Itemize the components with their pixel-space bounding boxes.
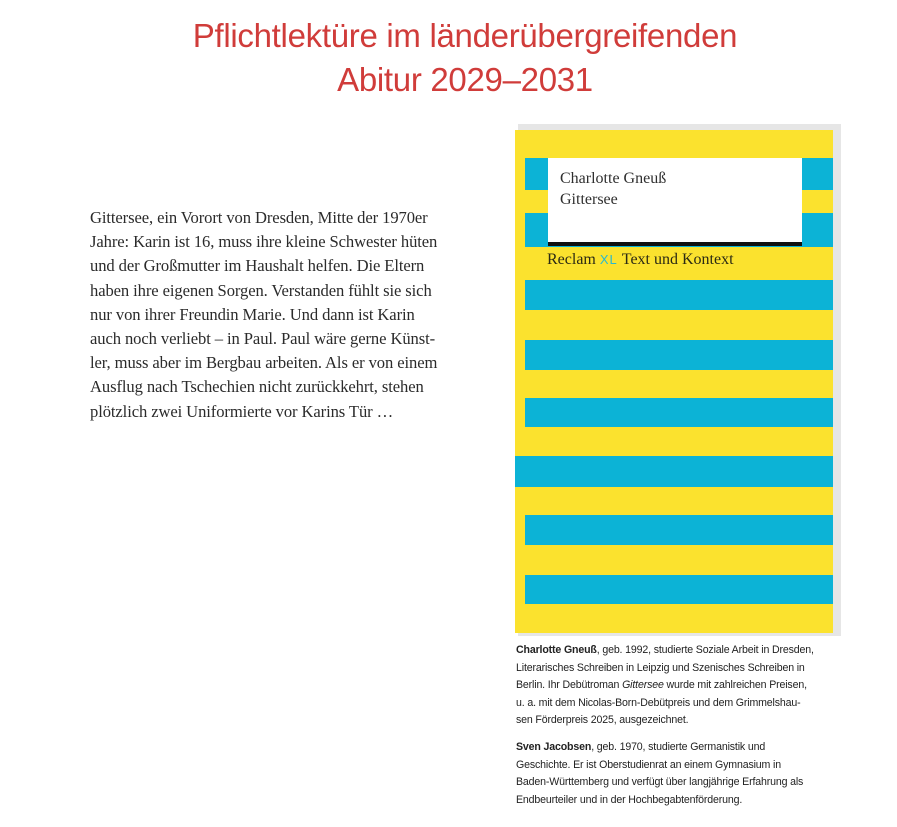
book-blurb	[90, 206, 480, 424]
bio-text: Literarisches Schreiben in Leipzig und Szenisches Schreiben in	[516, 661, 805, 674]
cover-stripe	[525, 398, 833, 427]
blurb-line: plötzlich zwei Uniformierte vor Karins Tür …	[90, 401, 394, 421]
bio-text: Berlin. Ihr Debütroman	[516, 679, 623, 692]
author-bio	[516, 642, 856, 730]
series-badge: XL	[599, 252, 618, 267]
blurb-line: Jahre: Karin ist 16, muss ihre kleine Schwester hüten	[90, 232, 438, 252]
title-line-1: Pflichtlektüre im länderübergreifenden	[192, 17, 738, 54]
cover-publisher: Reclam	[547, 251, 596, 268]
author-name: Charlotte Gneuß	[516, 644, 597, 656]
bio-text: , geb. 1970, studierte Germanistik und	[591, 741, 766, 753]
blurb-line: ler, muss aber im Bergbau arbeiten. Als er von einem	[90, 353, 438, 373]
editor-name: Sven Jacobsen	[516, 741, 592, 753]
blurb-line: nur von ihrer Freundin Marie. Und dann ist Karin	[90, 304, 415, 324]
cover-author: Charlotte Gneuß	[560, 170, 667, 187]
bio-text: sen Förderpreis 2025, ausgezeichnet.	[516, 714, 689, 727]
blurb-line: Ausflug nach Tschechien nicht zurückkehrt, stehen	[90, 377, 424, 397]
cover-stripe	[525, 575, 833, 604]
cover-stripe	[525, 340, 833, 370]
title-line-2: Abitur 2029–2031	[337, 61, 593, 98]
blurb-line: Gittersee, ein Vorort von Dresden, Mitte der 1970er	[90, 208, 428, 227]
cover-title: Gittersee	[560, 191, 618, 208]
blurb-line: auch noch verliebt – in Paul. Paul wäre gerne Künst-	[90, 329, 436, 349]
bio-text: , geb. 1992, studierte Soziale Arbeit in Dresden,	[596, 644, 814, 656]
blurb-line: und der Großmutter im Haushalt helfen. Die Eltern	[90, 256, 425, 276]
cover-stripe	[525, 280, 833, 310]
book-cover-image	[515, 130, 833, 633]
cover-series-line	[547, 251, 734, 269]
bio-text: wurde mit zahlreichen Preisen,	[663, 679, 807, 692]
page-title	[0, 14, 897, 102]
bio-text: Geschichte. Er ist Oberstudienrat an einem Gymnasium in	[516, 758, 781, 771]
cover-stripe	[525, 515, 833, 545]
series-name: Text und Kontext	[621, 251, 734, 268]
bio-text: Baden-Württemberg und verfügt über langjährige Erfahrung als	[516, 776, 804, 789]
blurb-line: haben ihre eigenen Sorgen. Verstanden fühlt sie sich	[90, 280, 432, 300]
bio-text: Endbeurteiler und in der Hochbegabtenförderung.	[516, 793, 743, 806]
bio-text: u. a. mit dem Nicolas-Born-Debütpreis und dem Grimmelshau-	[516, 696, 801, 709]
novel-title: Gittersee	[622, 679, 664, 692]
editor-bio	[516, 739, 856, 809]
cover-title-label	[548, 158, 802, 246]
cover-stripe	[515, 456, 833, 487]
